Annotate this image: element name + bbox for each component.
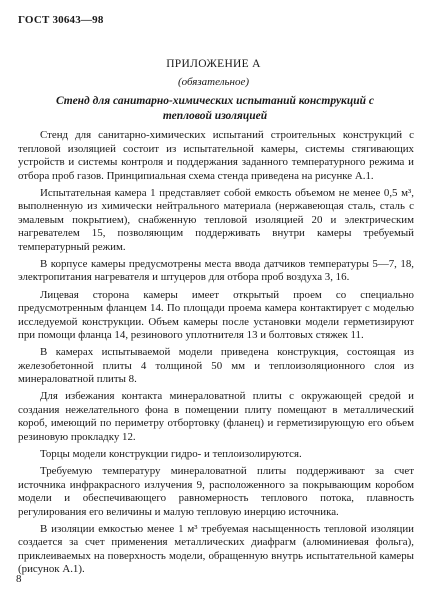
paragraph: В изоляции емкостью менее 1 м³ требуемая насыщенность тепловой изоляции создается за счет применения металлических диафрагм (алюминиевая фольга), приклеиваемых на поверхность модели, обращенную внутрь испытательной камеры (рисунок А.1).	[18, 522, 414, 576]
body-text	[18, 129, 414, 580]
appendix-status: (обязательное)	[177, 76, 250, 88]
paragraph: В камерах испытываемой модели приведена конструкция, состоящая из железобетонной плиты 4 толщиной 50 мм и теплоизоляционного слоя из минераловатной плиты 8.	[18, 346, 414, 386]
paragraph: Стенд для санитарно-химических испытаний строительных конструкций с тепловой изоляцией состоит из испытательной камеры, системы стягивающих устройств и системы контроля и поддержания заданного температурного режима и отбора проб газов. Принципиальная схема стенда приведена на рисунке А.1.	[18, 129, 414, 182]
appendix-title: ПРИЛОЖЕНИЕ А	[166, 58, 261, 70]
section-title: Стенд для санитарно-химических испытаний конструкций с тепловой изоляцией	[55, 95, 375, 122]
page-number: 8	[16, 573, 22, 585]
paragraph: Торцы модели конструкции гидро- и теплоизолируются.	[40, 448, 302, 461]
paragraph: Испытательная камера 1 представляет собой емкость объемом не менее 0,5 м³, выполненную из химически нейтрального материала (нержавеющая сталь, сталь с эмалевым покрытием), снабженную тепловой изоляцией 20 и электрическим нагревателем 15, позволяющим поддерживать внутри камеры требуемый температурный режим.	[18, 186, 414, 253]
paragraph: В корпусе камеры предусмотрены места ввода датчиков температуры 5—7, 18, электропитания нагревателя и штуцеров для отбора проб воздуха 3, 16.	[18, 257, 414, 284]
standard-code: ГОСТ 30643—98	[18, 14, 104, 26]
paragraph: Лицевая сторона камеры имеет открытый проем со специально предусмотренным фланцем 14. По площади проема камера контактирует с моделью исследуемой конструкции. Объем камеры после установки модели герметизируют при помощи фланца 14, резинового уплотнителя 13 и болтовых стяжек 11.	[18, 288, 414, 342]
paragraph: Требуемую температуру минераловатной плиты поддерживают за счет источника инфракрасного излучения 9, расположенного за покрывающим коробом модели и обеспечивающего равномерность теплового потока, плавность регулирования его величины и малую тепловую инерцию источника.	[18, 465, 414, 518]
paragraph: Для избежания контакта минераловатной плиты с окружающей средой и создания нежелательного фона в помещении плиту помещают в металлический короб, имеющий по периметру отбортовку (фланец) и герметизирующую его объем резиновую прокладку 12.	[18, 390, 414, 443]
